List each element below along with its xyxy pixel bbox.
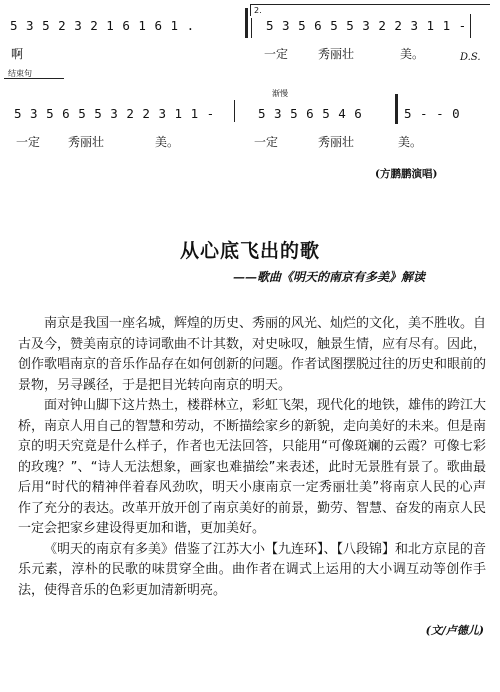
article-title: 从心底飞出的歌 [179, 240, 320, 262]
ds-mark: D.S. [460, 52, 481, 63]
score-row2-lyric-1: 一定 [16, 135, 41, 149]
score-row2-notes-right: 5 3 5 6 5 4 6 [258, 106, 363, 121]
score-row1-lyric-2: 秀丽壮 [318, 47, 355, 61]
score-row2-lyric-4: 一定 [254, 135, 279, 149]
paragraph: 面对钟山脚下这片热土，楼群林立，彩虹飞架，现代化的地铁，雄伟的跨江大桥，南京人用自己的智慧和劳动，不断描绘家乡的新貌，走向美好的未来。但是南京的明天究竟是什么样子，作者也无法回答，只能用“可像斑斓的云霞？可像七彩的玫瑰？”、“诗人无法想象，画家也难描绘”来表述，此时无景胜有景了。歌曲最后用“时代的精神伴着春风劲吹，明天小康南京一定秀丽壮美”将南京人民的心声作了充分的表达。改革开放开创了南京美好的前景，勤劳、智慧、奋发的南京人民一定会把家乡建设得更加和谐，更加美好。 [18, 398, 487, 536]
music-score [0, 0, 500, 190]
score-row1-lyric-3: 美。 [400, 47, 425, 61]
score-row2-notes-left: 5 3 5 6 5 5 3 2 2 3 1 1 - [14, 106, 215, 121]
volta-label: 2. [254, 6, 262, 15]
ritardando-mark: 渐慢 [272, 89, 288, 98]
volta-bracket [250, 4, 490, 5]
score-row1-notes-right: 5 3 5 6 5 5 3 2 2 3 1 1 - [266, 18, 467, 33]
barline-end [470, 14, 471, 38]
barline [251, 18, 252, 38]
article-subtitle: ——歌曲《明天的南京有多美》解读 [233, 270, 426, 284]
final-barline [395, 94, 398, 124]
paragraph: 《明天的南京有多美》借鉴了江苏大小【九连环】、【八段锦】和北方京昆的音乐元素，淳朴的民歌的味贯穿全曲。曲作者在调式上运用的大小调互动等创作手法，使得音乐的色彩更加清新明亮。 [18, 541, 487, 598]
score-row2-notes-end: 5 - - 0 [404, 106, 461, 121]
ending-phrase-mark: 结束句 [8, 69, 32, 78]
score-row1-lyric-left: 啊 [11, 47, 24, 61]
score-row1-notes-left: 5 3 5 2 3 2 1 6 1 6 1 . [10, 18, 195, 33]
performer-credit: (方鹏鹏演唱) [375, 168, 438, 180]
score-row2-lyric-3: 美。 [155, 135, 180, 149]
barline [234, 100, 235, 122]
score-row2-lyric-6: 美。 [398, 135, 423, 149]
score-row1-lyric-1: 一定 [264, 47, 289, 61]
score-row2-lyric-2: 秀丽壮 [68, 135, 105, 149]
volta-bracket-left [250, 4, 251, 16]
score-row2-lyric-5: 秀丽壮 [318, 135, 355, 149]
article-author: (文/卢德儿) [425, 624, 484, 637]
repeat-barline [245, 8, 248, 38]
paragraph: 南京是我国一座名城，辉煌的历史、秀丽的风光、灿烂的文化，美不胜收。自古及今，赞美南京的诗词歌曲不计其数，对史咏叹，触景生情，应有尽有。因此，创作歌唱南京的音乐作品存在如何创新的问题。作者试图摆脱过往的历史和眼前的景物，另寻蹊径，于是把目光转向南京的明天。 [18, 316, 487, 393]
article-body [18, 314, 486, 601]
